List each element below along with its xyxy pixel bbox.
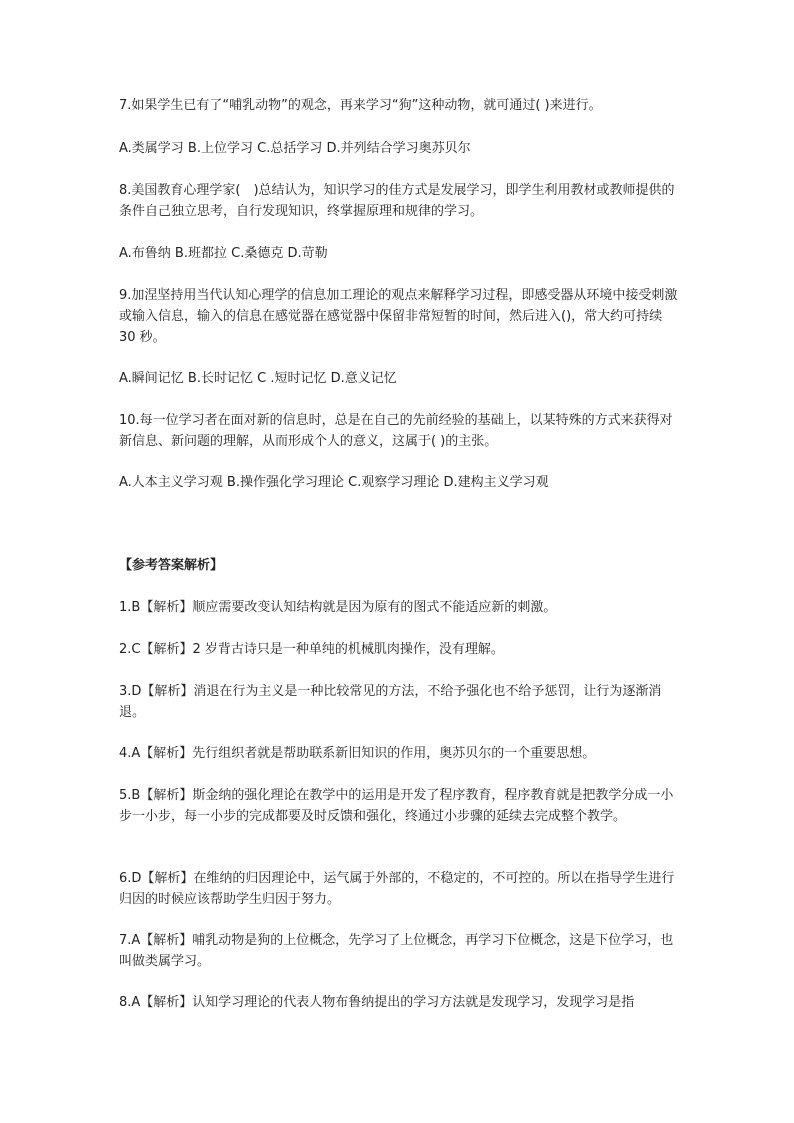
answer-section-heading: 【参考答案解析】 <box>119 558 224 573</box>
question-10-stem: 10.每一位学习者在面对新的信息时，总是在自己的先前经验的基础上，以某特殊的方式来获得对新信息、新问题的理解，从而形成个人的意义，这属于( )的主张。 <box>119 413 673 449</box>
answer-3: 3.D【解析】消退在行为主义是一种比较常见的方法，不给予强化也不给予惩罚，让行为逐渐消退。 <box>119 684 662 720</box>
answer-2: 2.C【解析】2 岁背古诗只是一种单纯的机械肌肉操作，没有理解。 <box>119 642 504 657</box>
question-8-options: A.布鲁纳 B.班都拉 C.桑德克 D.苛勒 <box>119 246 328 261</box>
question-8-stem: 8.美国教育心理学家( )总结认为，知识学习的佳方式是发展学习，即学生利用教材或教师提供的条件自己独立思考，自行发现知识，终掌握原理和规律的学习。 <box>119 183 675 219</box>
answer-7: 7.A【解析】哺乳动物是狗的上位概念，先学习了上位概念，再学习下位概念，这是下位学习，也叫做类属学习。 <box>119 933 674 969</box>
question-7-stem: 7.如果学生已有了“哺乳动物”的观念，再来学习“狗”这种动物，就可通过( )来进行。 <box>119 98 602 113</box>
answer-1: 1.B【解析】顺应需要改变认知结构就是因为原有的图式不能适应新的刺激。 <box>119 600 557 615</box>
question-10-options: A.人本主义学习观 B.操作强化学习理论 C.观察学习理论 D.建构主义学习观 <box>119 475 549 490</box>
answer-6: 6.D【解析】在维纳的归因理论中，运气属于外部的，不稳定的，不可控的。所以在指导学生进行归因的时候应该帮助学生归因于努力。 <box>119 871 675 907</box>
question-9-stem: 9.加涅坚持用当代认知心理学的信息加工理论的观点来解释学习过程，即感受器从环境中接受刺激或输入信息，输入的信息在感觉器在感觉器中保留非常短暂的时间，然后进入()，常大约可持续 30 秒。 <box>119 288 678 345</box>
question-9-options: A.瞬间记忆 B.长时记忆 C .短时记忆 D.意义记忆 <box>119 371 397 386</box>
question-7-options: A.类属学习 B.上位学习 C.总括学习 D.并列结合学习奥苏贝尔 <box>119 141 471 156</box>
answer-8: 8.A【解析】认知学习理论的代表人物布鲁纳提出的学习方法就是发现学习，发现学习是指 <box>119 995 635 1010</box>
answer-5: 5.B【解析】斯金纳的强化理论在教学中的运用是开发了程序教育，程序教育就是把教学分成一小步一小步，每一小步的完成都要及时反馈和强化，终通过小步骤的延续去完成整个教学。 <box>119 788 674 824</box>
answer-4: 4.A【解析】先行组织者就是帮助联系新旧知识的作用，奥苏贝尔的一个重要思想。 <box>119 746 596 761</box>
